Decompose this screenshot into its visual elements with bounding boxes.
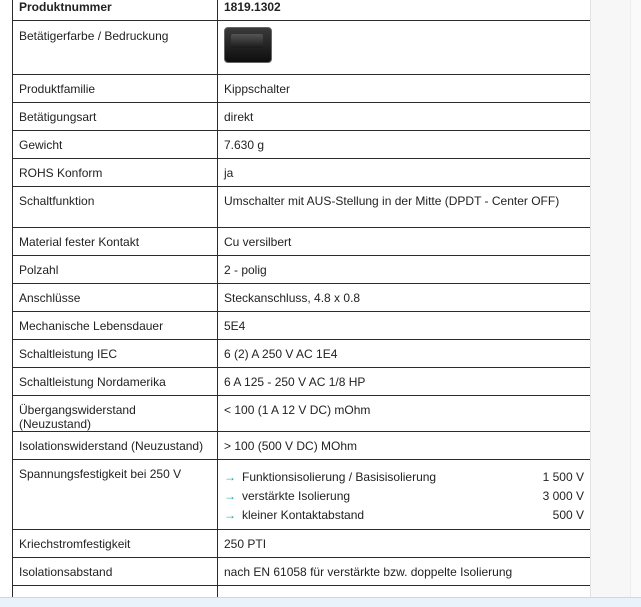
table-row xyxy=(13,284,591,312)
row-value: Steckanschluss, 4.8 x 0.8 xyxy=(218,284,591,312)
row-value: 7.630 g xyxy=(218,131,591,159)
vertical-scrollbar[interactable] xyxy=(630,0,641,606)
table-row xyxy=(13,228,591,256)
table-row xyxy=(13,340,591,368)
switch-product-image[interactable] xyxy=(224,27,272,63)
row-label: Gewicht xyxy=(13,131,218,159)
table-row xyxy=(13,103,591,131)
table-row xyxy=(13,256,591,284)
voltage-item-text: kleiner Kontaktabstand xyxy=(242,507,365,522)
row-label: Anschlüsse xyxy=(13,284,218,312)
table-row xyxy=(13,396,591,432)
row-value: 1819.1302 xyxy=(218,0,591,21)
table-row xyxy=(13,312,591,340)
row-label: Produktfamilie xyxy=(13,75,218,103)
row-label: Produktnummer xyxy=(13,0,218,21)
voltage-item-text: verstärkte Isolierung xyxy=(242,488,351,503)
row-label: Schaltleistung Nordamerika xyxy=(13,368,218,396)
row-label: Kriechstromfestigkeit xyxy=(13,530,218,558)
table-row-voltage-strength xyxy=(13,460,591,530)
row-label: Isolationswiderstand (Neuzustand) xyxy=(13,432,218,460)
table-row xyxy=(13,530,591,558)
voltage-item-value: 500 V xyxy=(552,507,584,522)
voltage-item xyxy=(224,505,584,524)
row-value: nach EN 61058 für verstärkte bzw. doppelte Isolierung xyxy=(218,558,591,586)
row-label: Übergangswiderstand (Neuzustand) xyxy=(13,396,218,432)
voltage-item-text: Funktionsisolierung / Basisisolierung xyxy=(242,469,437,484)
arrow-right-icon: → xyxy=(224,507,236,522)
row-label: ROHS Konform xyxy=(13,159,218,187)
table-row-produktnummer xyxy=(13,0,591,21)
spec-table xyxy=(12,0,591,601)
row-label: Betätigerfarbe / Bedruckung xyxy=(13,21,218,75)
row-label: Polzahl xyxy=(13,256,218,284)
row-label: Schaltleistung IEC xyxy=(13,340,218,368)
voltage-item xyxy=(224,467,584,486)
row-value: Kippschalter xyxy=(218,75,591,103)
table-row xyxy=(13,159,591,187)
table-row-actuator-color xyxy=(13,21,591,75)
row-value: ja xyxy=(218,159,591,187)
row-value xyxy=(218,21,591,75)
table-row xyxy=(13,558,591,586)
voltage-item-value: 1 500 V xyxy=(542,469,584,484)
row-value: < 100 (1 A 12 V DC) mOhm xyxy=(218,396,591,432)
row-label: Schaltfunktion xyxy=(13,187,218,228)
arrow-right-icon: → xyxy=(224,488,236,503)
row-value: Cu versilbert xyxy=(218,228,591,256)
table-row xyxy=(13,368,591,396)
voltage-item-value: 3 000 V xyxy=(542,488,584,503)
table-row xyxy=(13,75,591,103)
row-value: 250 PTI xyxy=(218,530,591,558)
table-row xyxy=(13,187,591,228)
row-value: > 100 (500 V DC) MOhm xyxy=(218,432,591,460)
row-label: Betätigungsart xyxy=(13,103,218,131)
row-label: Isolationsabstand xyxy=(13,558,218,586)
row-value xyxy=(218,460,591,530)
arrow-right-icon: → xyxy=(224,469,236,484)
table-row xyxy=(13,432,591,460)
row-label: Material fester Kontakt xyxy=(13,228,218,256)
row-label: Spannungsfestigkeit bei 250 V xyxy=(13,460,218,530)
row-label: Mechanische Lebensdauer xyxy=(13,312,218,340)
voltage-item xyxy=(224,486,584,505)
table-row xyxy=(13,131,591,159)
row-value: Umschalter mit AUS-Stellung in der Mitte (DPDT - Center OFF) xyxy=(218,187,591,228)
row-value: 6 A 125 - 250 V AC 1/8 HP xyxy=(218,368,591,396)
left-gutter xyxy=(0,0,12,606)
row-value: 5E4 xyxy=(218,312,591,340)
row-value: direkt xyxy=(218,103,591,131)
row-value: 2 - polig xyxy=(218,256,591,284)
row-value: 6 (2) A 250 V AC 1E4 xyxy=(218,340,591,368)
